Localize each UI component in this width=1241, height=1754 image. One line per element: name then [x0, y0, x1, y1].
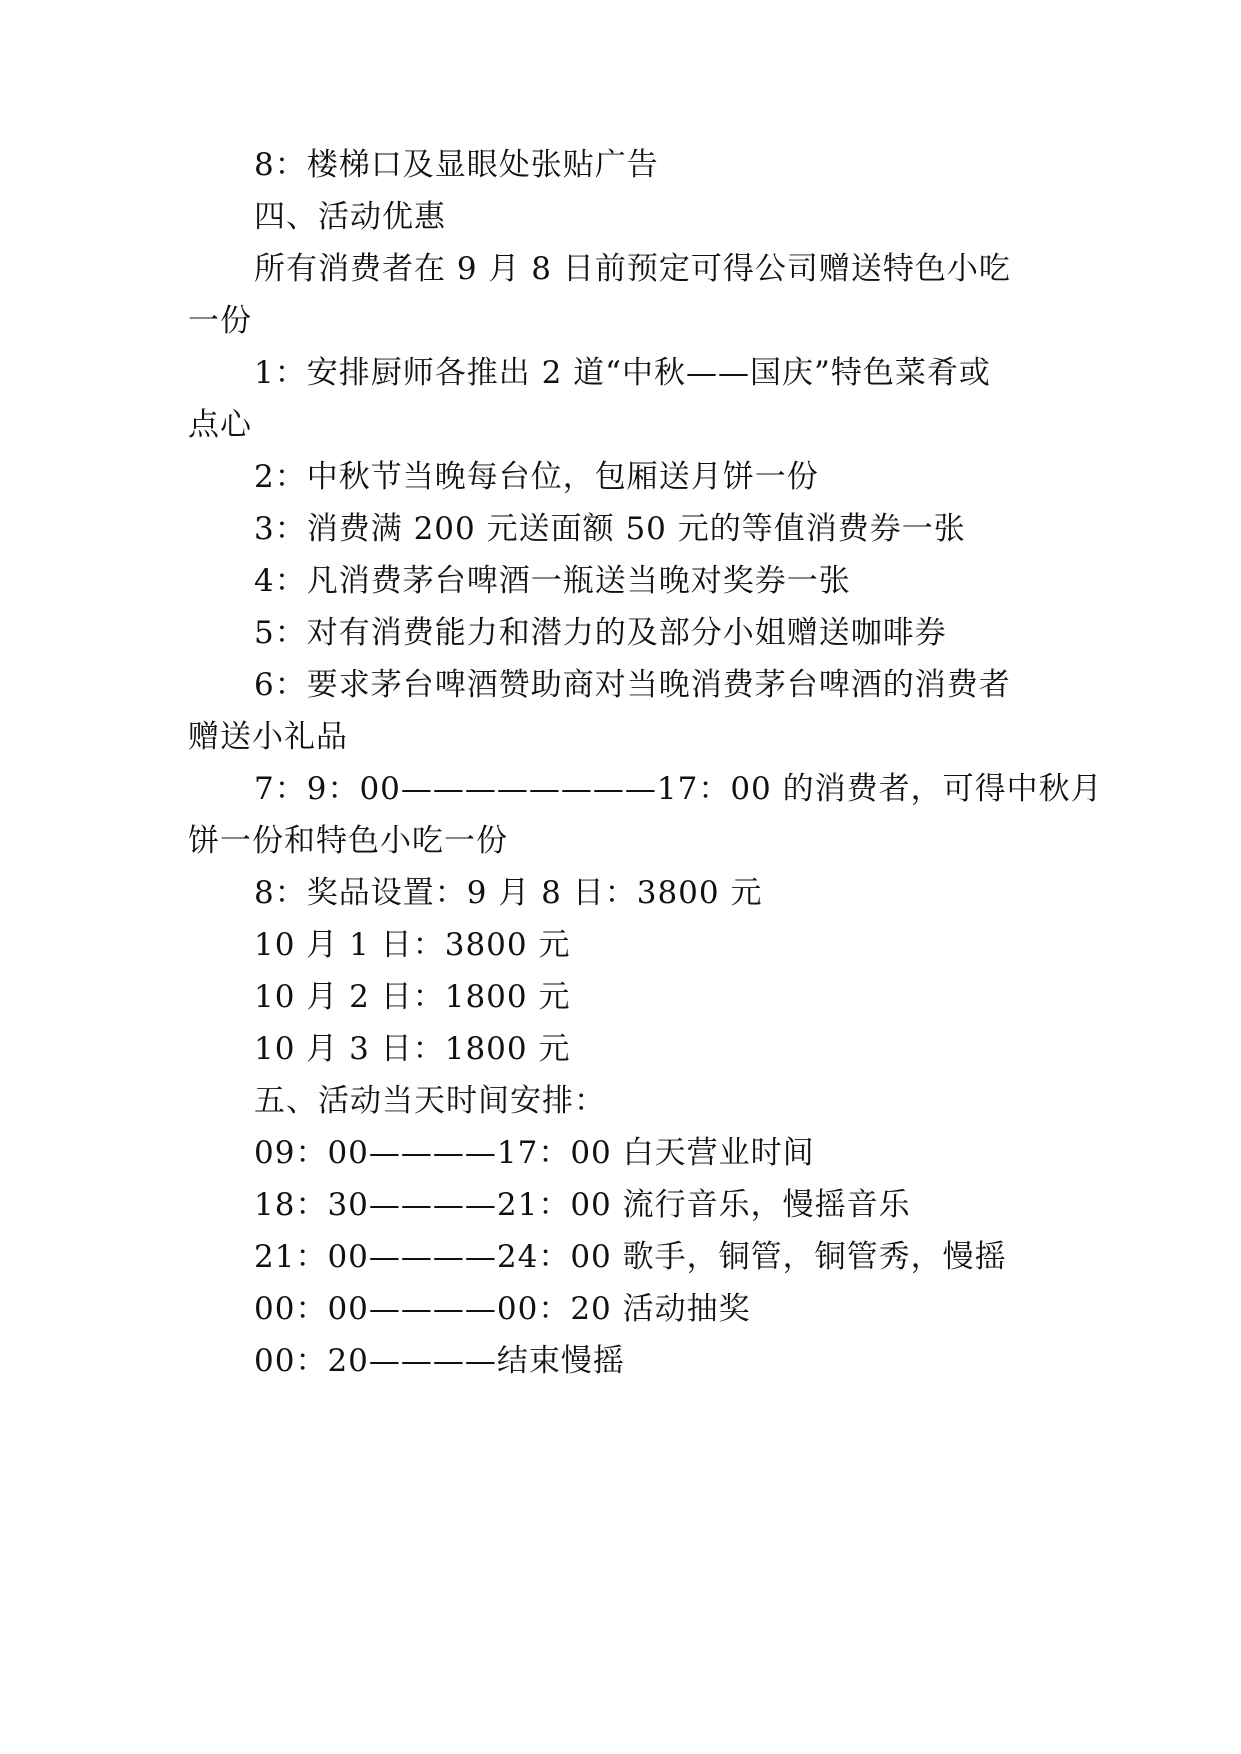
text-line: 7：9：00————————17：00 的消费者，可得中秋月	[254, 771, 1103, 807]
schedule-line: 09：00————17：00 白天营业时间	[254, 1135, 815, 1171]
schedule-line: 21：00————24：00 歌手，铜管，铜管秀，慢摇	[254, 1239, 1007, 1275]
text-line: 10 月 1 日：3800 元	[254, 927, 571, 963]
text-line: 1：安排厨师各推出 2 道“中秋——国庆”特色菜肴或	[254, 355, 991, 391]
section-heading: 五、活动当天时间安排：	[254, 1083, 606, 1119]
text-line: 3：消费满 200 元送面额 50 元的等值消费券一张	[254, 511, 966, 547]
text-line: 10 月 3 日：1800 元	[254, 1031, 571, 1067]
text-line: 饼一份和特色小吃一份	[188, 823, 508, 859]
text-line: 赠送小礼品	[188, 719, 348, 755]
text-line: 5：对有消费能力和潜力的及部分小姐赠送咖啡券	[254, 615, 947, 651]
schedule-line: 00：20————结束慢摇	[254, 1343, 625, 1379]
schedule-line: 00：00————00：20 活动抽奖	[254, 1291, 751, 1327]
text-line: 一份	[188, 303, 252, 339]
text-line: 2：中秋节当晚每台位，包厢送月饼一份	[254, 459, 819, 495]
section-heading: 四、活动优惠	[254, 199, 446, 235]
text-line: 所有消费者在 9 月 8 日前预定可得公司赠送特色小吃	[254, 251, 1011, 287]
text-line: 点心	[188, 407, 252, 443]
text-line: 8：楼梯口及显眼处张贴广告	[254, 147, 659, 183]
schedule-line: 18：30————21：00 流行音乐，慢摇音乐	[254, 1187, 911, 1223]
text-line: 8：奖品设置：9 月 8 日：3800 元	[254, 875, 763, 911]
text-line: 6：要求茅台啤酒赞助商对当晚消费茅台啤酒的消费者	[254, 667, 1011, 703]
text-line: 4：凡消费茅台啤酒一瓶送当晚对奖券一张	[254, 563, 851, 599]
text-line: 10 月 2 日：1800 元	[254, 979, 571, 1015]
